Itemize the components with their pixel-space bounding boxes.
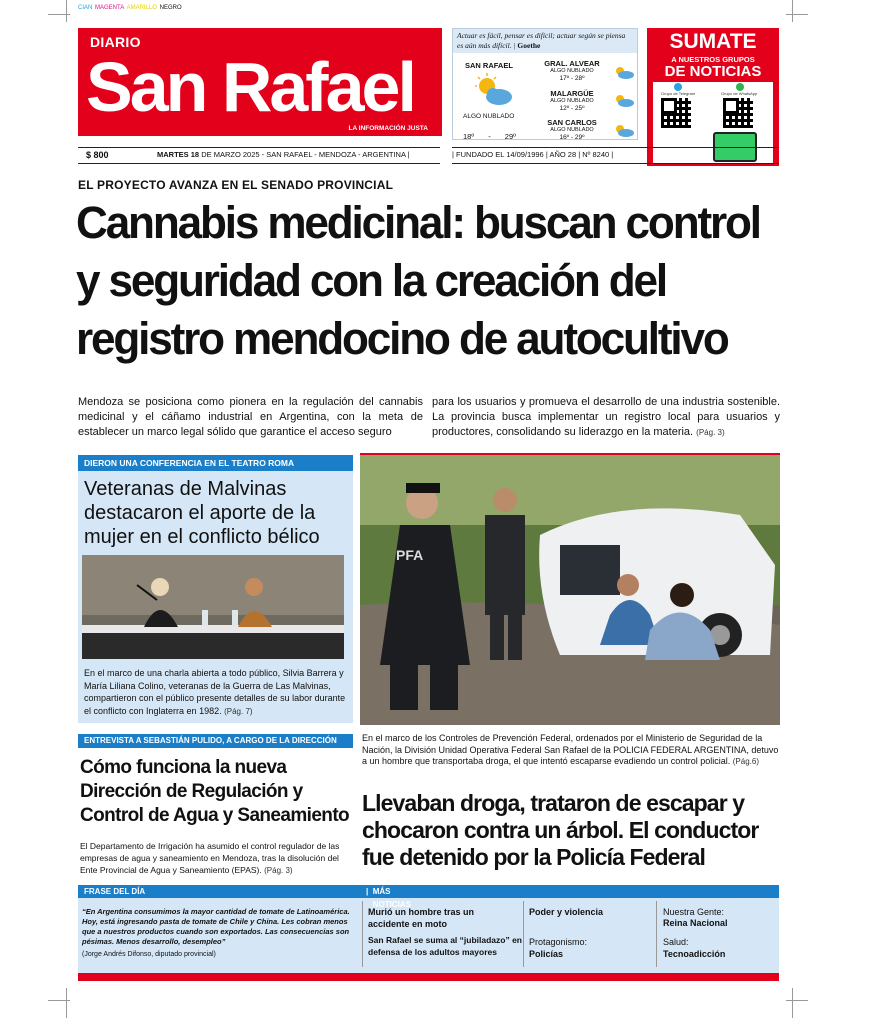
city-name: SAN CARLOS — [547, 118, 597, 127]
city-name: GRAL. ALVEAR — [544, 59, 600, 68]
police-page-ref[interactable]: (Pág.6) — [732, 757, 759, 766]
weather-main-city: SAN RAFAEL — [465, 61, 513, 70]
quote-text: Actuar es fácil, pensar es difícil; actuar según se piensa es aún más difícil. — [457, 31, 626, 50]
city-condition: ALGO NUBLADO — [550, 98, 594, 104]
irrigacion-kicker-bar: ENTREVISTA A SEBASTIÁN PULIDO, A CARGO DE LA DIRECCIÓN — [78, 734, 353, 748]
city-condition: ALGO NUBLADO — [550, 127, 594, 133]
police-headline[interactable]: Llevaban droga, trataron de escapar y chocaron contra un árbol. El conductor fue detenido por la Policía Federal — [362, 790, 759, 870]
protagonismo-value[interactable]: Policías — [529, 949, 564, 959]
lead-col-2-text: para los usuarios y promueva el desarrollo de una industria sostenible. La provincia busca implementar un registro local para usuarios y productores, consolidando su liderazgo en la materia. — [432, 396, 780, 438]
divider — [452, 147, 779, 148]
weather-box — [452, 28, 638, 140]
qr-whatsapp-label: Grupo de WhatsApp — [721, 91, 758, 96]
gente-value[interactable]: Reina Nacional — [663, 918, 728, 928]
masthead-brand: San Rafael — [86, 48, 414, 126]
magenta-label: MAGENTA — [95, 5, 125, 11]
cian-label: CIAN — [78, 5, 93, 11]
negro-label: NEGRO — [159, 5, 182, 11]
news-item-2[interactable]: San Rafael se suma al “jubiladazo” en defensa de los adultos mayores — [368, 935, 522, 957]
crop-mark — [48, 14, 70, 15]
year: AÑO 28 — [549, 150, 577, 159]
weather-main-sep: - — [488, 132, 491, 141]
qr-code-whatsapp[interactable] — [723, 98, 753, 128]
partly-cloudy-icon — [613, 93, 635, 107]
partly-cloudy-icon — [473, 73, 515, 107]
police-caption — [362, 733, 780, 768]
city-temps: 16º - 29º — [559, 134, 585, 141]
weather-main-condition: ALGO NUBLADO — [463, 113, 515, 120]
date-weekday: MARTES — [157, 150, 189, 159]
crop-mark — [792, 988, 793, 1018]
news-poder[interactable]: Poder y violencia — [529, 907, 604, 917]
frase-source: (Jorge Andrés Difonso, diputado provincial) — [82, 951, 216, 958]
malvinas-photo — [82, 555, 344, 659]
weather-city — [537, 90, 607, 112]
frase-label: FRASE DEL DÍA — [84, 887, 146, 896]
masthead-tagline: LA INFORMACIÓN JUSTA — [348, 125, 428, 132]
city-temps: 17º - 28º — [559, 75, 585, 82]
column-divider — [523, 901, 524, 967]
lead-page-ref[interactable]: (Pág. 3) — [696, 428, 725, 437]
conference-photo — [82, 555, 344, 659]
whatsapp-icon — [735, 83, 745, 91]
city-temps: 12º - 25º — [559, 105, 585, 112]
lead-headline[interactable]: Cannabis medicinal: buscan control y seguridad con la creación del registro mendocino de autocultivo — [76, 197, 760, 364]
price: $ 800 — [86, 150, 109, 160]
pfa-vest-label: PFA — [396, 547, 424, 563]
column-divider — [362, 901, 363, 967]
news-item-1[interactable]: Murió un hombre tras un accidente en moto — [368, 907, 475, 929]
sumate-promo[interactable] — [647, 28, 779, 166]
salud-value[interactable]: Tecnoadicción — [663, 949, 726, 959]
police-arrest-photo — [360, 455, 780, 725]
masthead-logo[interactable] — [78, 28, 442, 136]
weather-city — [537, 119, 607, 141]
crop-mark — [786, 14, 808, 15]
police-caption-text: En el marco de los Controles de Prevención Federal, ordenados por el Ministerio de Seguridad de la Nación, la División Unidad Operativa Federal San Rafael de la POLICIA FEDERAL ARGENTINA, detuvo a un hombre que transportaba droga, el que intentó escaparse evadiendo un control policial. — [362, 733, 779, 766]
founded: FUNDADO EL 14/09/1996 — [456, 150, 544, 159]
malvinas-caption-text: En el marco de una charla abierta a todo público, Silvia Barrera y María Liliana Colino, veteranas de la Guerra de Las Malvinas, compartieron con el público presente detalles de su labor durante el conflicto con Inglaterra en 1982. — [84, 668, 346, 716]
lead-kicker: EL PROYECTO AVANZA EN EL SENADO PROVINCIAL — [78, 178, 394, 192]
irrigacion-body — [80, 840, 352, 877]
malvinas-headline[interactable]: Veteranas de Malvinas destacaron el aporte de la mujer en el conflicto bélico — [84, 478, 320, 548]
column-divider — [656, 901, 657, 967]
divider — [78, 147, 440, 148]
lead-col-1: Mendoza se posiciona como pionera en la regulación del cannabis medicinal y el cáñamo industrial en Argentina, con la meta de establecer un marco legal sólido que garantice el acceso seguro — [78, 396, 423, 438]
amarillo-label: AMARILLO — [126, 5, 157, 11]
quote-of-day: Actuar es fácil, pensar es difícil; actuar según se piensa es aún más difícil. | Goethe — [453, 29, 637, 53]
irrigacion-page-ref[interactable]: (Pág. 3) — [264, 866, 293, 875]
date-line: MARTES 18 DE MARZO 2025 - SAN RAFAEL - MENDOZA - ARGENTINA | — [157, 150, 410, 159]
partly-cloudy-icon — [613, 65, 635, 79]
date-rest: DE MARZO 2025 - SAN RAFAEL - MENDOZA - ARGENTINA — [201, 150, 406, 159]
sumate-subtitle: A NUESTROS GRUPOS — [671, 55, 755, 64]
city-condition: ALGO NUBLADO — [550, 68, 594, 74]
police-photo — [360, 455, 780, 725]
issue-number: Nº 8240 — [582, 150, 610, 159]
telegram-icon — [673, 83, 683, 91]
weather-city — [537, 60, 607, 82]
divider — [452, 163, 779, 164]
weather-main-max: 29º — [504, 132, 516, 141]
crop-mark — [66, 988, 67, 1018]
divider — [78, 163, 440, 164]
gente-label: Nuestra Gente: — [663, 907, 725, 917]
sumate-noticias: DE NOTICIAS — [664, 63, 762, 80]
protagonismo-label: Protagonismo: — [529, 937, 588, 947]
edition-info: | FUNDADO EL 14/09/1996 | AÑO 28 | Nº 8240 | — [452, 150, 614, 159]
malvinas-story[interactable] — [78, 455, 353, 723]
irrigacion-headline[interactable]: Cómo funciona la nueva Dirección de Regulación y Control de Agua y Saneamiento — [80, 757, 350, 826]
qr-telegram-label: Grupo de Telegram — [661, 91, 696, 96]
bottom-panel — [78, 885, 779, 973]
sumate-title: SUMATE — [669, 30, 757, 53]
color-bar-labels — [78, 5, 183, 11]
partly-cloudy-icon — [613, 123, 635, 137]
city-name: MALARGÜE — [550, 89, 594, 98]
qr-panel — [653, 82, 773, 164]
weather-main-min: 18º — [463, 132, 475, 141]
salud-label: Salud: — [663, 937, 689, 947]
quote-author: Goethe — [517, 40, 541, 50]
bottom-red-rule — [78, 973, 779, 981]
weather-main-temps — [463, 132, 528, 141]
crop-mark — [792, 0, 793, 22]
crop-mark — [48, 1000, 70, 1001]
date-day: 18 — [190, 150, 200, 159]
mas-noticias-label: | MÁS NOTICIAS — [366, 887, 411, 909]
masthead-diario: DIARIO — [90, 34, 141, 50]
lead-col-2 — [432, 395, 780, 440]
qr-code-telegram[interactable] — [661, 98, 691, 128]
malvinas-caption — [84, 667, 348, 718]
irrigacion-body-text: El Departamento de Irrigación ha asumido el control regulador de las empresas de agua y saneamiento en Mendoza, tras la disolución del Ente Provincial de Agua y Saneamiento (EPAS). — [80, 841, 340, 875]
frase-del-dia: “En Argentina consumimos la mayor cantidad de tomate de Latinoamérica. Hoy, está ingresando pasta de tomate de Chile y China. Les cobran menos que a nuestros productos cuando son exportados. Las consecuencias son pésimas. Menos desarrollo, desempleo” — [82, 907, 350, 946]
malvinas-kicker-bar: DIERON UNA CONFERENCIA EN EL TEATRO ROMA — [78, 455, 353, 471]
crop-mark — [66, 0, 67, 22]
bottom-bar — [78, 885, 779, 909]
crop-mark — [786, 1000, 808, 1001]
malvinas-page-ref[interactable]: (Pág. 7) — [224, 706, 253, 716]
mas-noticias-text: MÁS NOTICIAS — [372, 887, 411, 909]
